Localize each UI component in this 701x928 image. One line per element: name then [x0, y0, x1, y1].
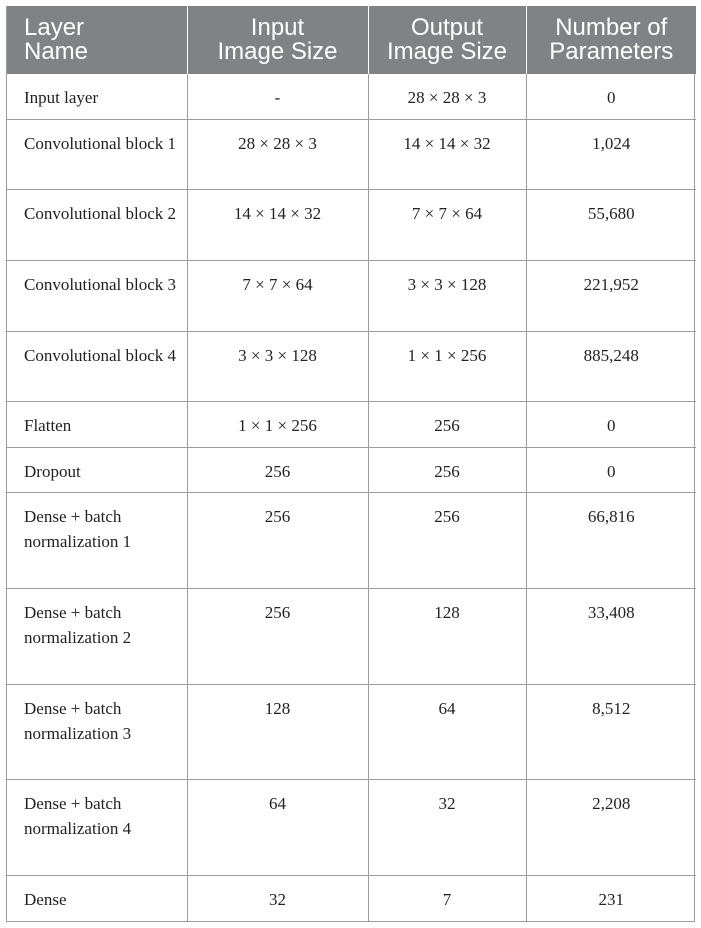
cell-output-size: 256	[368, 447, 526, 492]
cell-input-size: 32	[187, 876, 368, 921]
table-row	[7, 402, 696, 447]
cell-input-size: -	[187, 74, 368, 119]
header-num-params-line2: Parameters	[549, 38, 674, 65]
cell-output-size: 1 × 1 × 256	[368, 331, 526, 402]
cell-output-size: 28 × 28 × 3	[368, 74, 526, 119]
cell-layer-name: Input layer	[7, 74, 187, 119]
cell-num-params: 0	[526, 74, 696, 119]
cell-output-size: 128	[368, 588, 526, 684]
header-output-size-line1: Output	[410, 14, 484, 41]
cell-layer-name: Dense + batch normalization 2	[7, 588, 187, 684]
table-row	[7, 119, 696, 190]
table-row	[7, 74, 696, 119]
cell-input-size: 28 × 28 × 3	[187, 119, 368, 190]
cell-input-size: 256	[187, 588, 368, 684]
layer-architecture-table	[7, 6, 696, 921]
cell-layer-name: Convolutional block 3	[7, 261, 187, 332]
cell-layer-name: Convolutional block 1	[7, 119, 187, 190]
cell-output-size: 7	[368, 876, 526, 921]
header-layer-name-line2: Name	[24, 38, 89, 65]
table-row	[7, 447, 696, 492]
cell-output-size: 7 × 7 × 64	[368, 190, 526, 261]
cell-num-params: 55,680	[526, 190, 696, 261]
cell-layer-name: Dense	[7, 876, 187, 921]
cell-num-params: 231	[598, 890, 624, 910]
header-num-params-line1: Number of	[555, 14, 668, 41]
cell-num-params: 2,208	[526, 780, 696, 876]
cell-layer-name: Dense + batch normalization 3	[7, 684, 187, 780]
cell-layer-name: Flatten	[7, 402, 187, 447]
header-layer-name	[7, 6, 187, 74]
cell-output-size: 64	[368, 684, 526, 780]
cell-input-size: 1 × 1 × 256	[187, 402, 368, 447]
cell-num-params: 66,816	[526, 492, 696, 588]
cell-output-size: 32	[368, 780, 526, 876]
cell-num-params: 33,408	[526, 588, 696, 684]
cell-output-size: 14 × 14 × 32	[368, 119, 526, 190]
cell-layer-name: Dense + batch normalization 1	[7, 492, 187, 588]
cell-input-size: 7 × 7 × 64	[187, 261, 368, 332]
header-input-size	[187, 6, 368, 74]
table-row	[7, 190, 696, 261]
table-row	[7, 261, 696, 332]
cell-input-size: 128	[187, 684, 368, 780]
cell-num-params: 885,248	[526, 331, 696, 402]
header-input-size-line1: Input	[250, 14, 305, 41]
layer-table-container	[6, 6, 695, 922]
table-row	[7, 492, 696, 588]
cell-layer-name: Dense + batch normalization 4	[7, 780, 187, 876]
header-layer-name-line1: Layer	[24, 14, 85, 41]
table-row	[7, 780, 696, 876]
table-header-row	[7, 6, 696, 74]
cell-input-size: 14 × 14 × 32	[187, 190, 368, 261]
cell-num-params: 0	[526, 447, 696, 492]
table-row	[7, 684, 696, 780]
cell-input-size: 256	[187, 492, 368, 588]
table-row	[7, 588, 696, 684]
cell-layer-name: Convolutional block 2	[7, 190, 187, 261]
cell-output-size: 3 × 3 × 128	[368, 261, 526, 332]
cell-num-params: 8,512	[526, 684, 696, 780]
cell-layer-name: Convolutional block 4	[7, 331, 187, 402]
header-num-params	[526, 6, 696, 74]
header-input-size-line2: Image Size	[217, 38, 338, 65]
cell-num-params: 1,024	[526, 119, 696, 190]
table-row	[7, 876, 696, 921]
cell-output-size: 256	[368, 492, 526, 588]
cell-input-size: 256	[187, 447, 368, 492]
header-output-size	[368, 6, 526, 74]
cell-num-params: 0	[526, 402, 696, 447]
cell-num-params: 221,952	[526, 261, 696, 332]
cell-layer-name: Dropout	[7, 447, 187, 492]
cell-input-size: 64	[187, 780, 368, 876]
table-row	[7, 331, 696, 402]
cell-input-size: 3 × 3 × 128	[187, 331, 368, 402]
header-output-size-line2: Image Size	[386, 38, 508, 65]
cell-output-size: 256	[368, 402, 526, 447]
